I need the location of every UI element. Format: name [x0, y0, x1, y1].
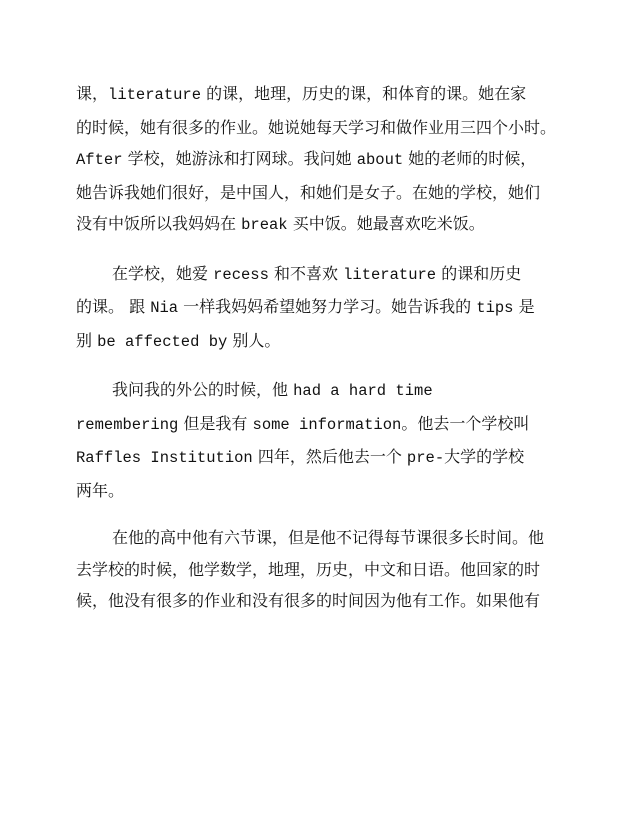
paragraph-2 [76, 258, 568, 359]
text-line: 她告诉我她们很好，是中国人，和她们是女子。在她的学校，她们 [76, 182, 541, 202]
text-line: 没有中饭所以我妈妈在 break 买中饭。她最喜欢吃米饭。 [76, 214, 485, 235]
text-line: 候，他没有很多的作业和没有很多的时间因为他有工作。如果他有 [76, 591, 541, 611]
text-line: 的课。 跟 Nia 一样我妈妈希望她努力学习。她告诉我的 tips 是 [76, 297, 535, 318]
text-line: 两年。 [76, 480, 125, 500]
text-line: After 学校，她游泳和打网球。我问她 about 她的老师的时候， [76, 149, 537, 170]
paragraph-4 [76, 522, 568, 617]
document-page [76, 78, 568, 617]
text-line: 在他的高中他有六节课，但是他不记得每节课很多长时间。他 [112, 527, 545, 547]
text-line: 别 be affected by 别人。 [76, 330, 281, 351]
text-line: remembering 但是我有 some information。他去一个学校叫 [76, 413, 530, 434]
text-line: 课，literature 的课，地理，历史的课，和体育的课。她在家 [76, 84, 527, 104]
text-line: 我问我的外公的时候，他 had a hard time [112, 379, 433, 400]
text-line: Raffles Institution 四年，然后他去一个 pre-大学的学校 [76, 447, 525, 468]
paragraph-3 [76, 374, 568, 506]
text-line: 去学校的时候，他学数学，地理，历史，中文和日语。他回家的时 [76, 559, 541, 579]
text-line: 的时候，她有很多的作业。她说她每天学习和做作业用三四个小时。 [76, 117, 557, 137]
text-line: 在学校，她爱 recess 和不喜欢 literature 的课和历史 [112, 263, 522, 284]
paragraph-1 [76, 78, 568, 242]
